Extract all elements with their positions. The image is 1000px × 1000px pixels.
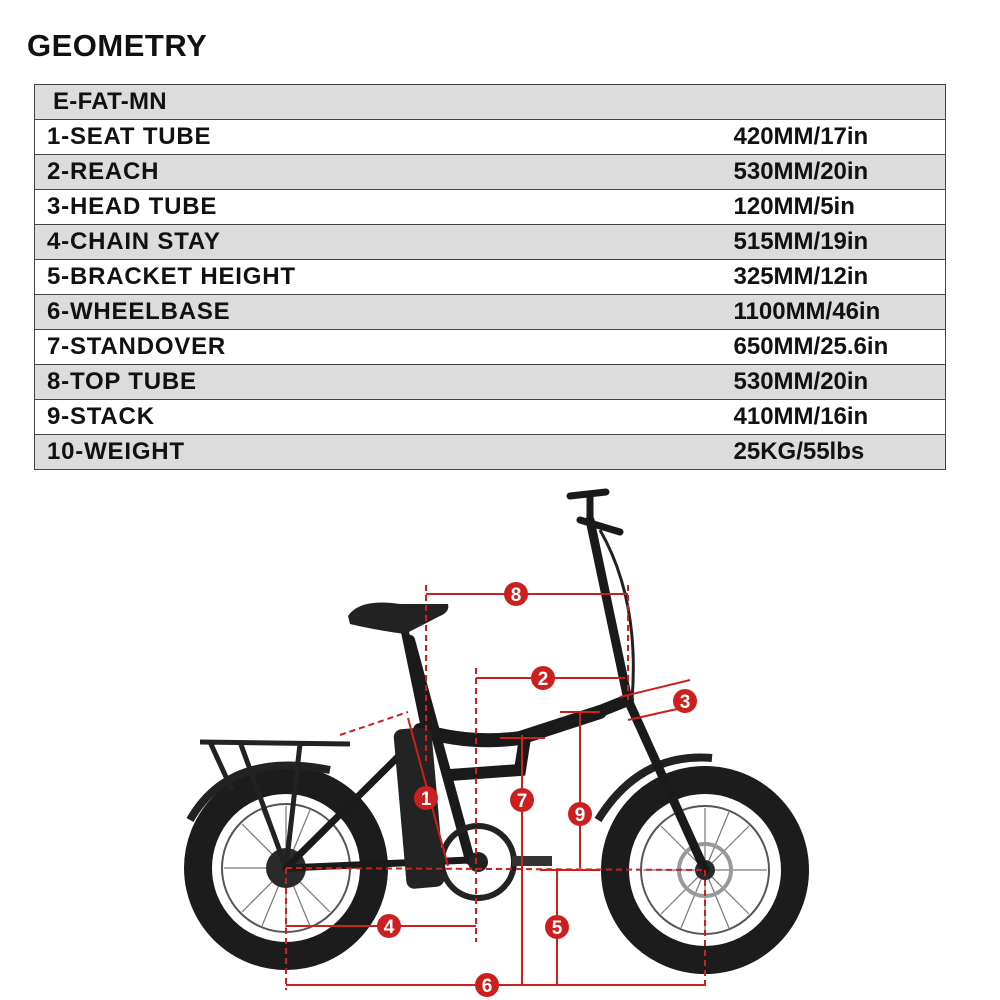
spec-value: 530MM/20in (734, 155, 946, 190)
spec-value: 515MM/19in (734, 225, 946, 260)
model-name: E-FAT-MN (35, 85, 946, 120)
spec-label: 9-STACK (35, 400, 734, 435)
spec-value: 410MM/16in (734, 400, 946, 435)
spec-label: 6-WHEELBASE (35, 295, 734, 330)
table-header-row (35, 85, 946, 120)
spec-value: 1100MM/46in (734, 295, 946, 330)
svg-text:5: 5 (551, 918, 563, 939)
spec-label: 10-WEIGHT (35, 435, 734, 470)
spec-label: 3-HEAD TUBE (35, 190, 734, 225)
marker-7 (510, 788, 534, 812)
marker-9 (568, 802, 592, 826)
spec-label: 1-SEAT TUBE (35, 120, 734, 155)
geometry-table (34, 84, 946, 470)
saddle (348, 603, 448, 635)
bike-illustration (190, 492, 795, 960)
bike-geometry-diagram (0, 482, 1000, 1000)
spec-value: 25KG/55lbs (734, 435, 946, 470)
page-title: GEOMETRY (27, 28, 208, 63)
marker-6 (475, 973, 499, 997)
spec-label: 5-BRACKET HEIGHT (35, 260, 734, 295)
spec-label: 4-CHAIN STAY (35, 225, 734, 260)
marker-3 (673, 689, 697, 713)
table-row (35, 120, 946, 155)
marker-4 (377, 914, 401, 938)
table-row (35, 155, 946, 190)
svg-text:8: 8 (510, 585, 522, 606)
spec-value: 120MM/5in (734, 190, 946, 225)
spec-label: 8-TOP TUBE (35, 365, 734, 400)
svg-text:3: 3 (679, 692, 691, 713)
spec-label: 2-REACH (35, 155, 734, 190)
table-row (35, 435, 946, 470)
spec-value: 325MM/12in (734, 260, 946, 295)
table-row (35, 225, 946, 260)
spec-value: 420MM/17in (734, 120, 946, 155)
spec-value: 650MM/25.6in (734, 330, 946, 365)
svg-text:9: 9 (574, 805, 586, 826)
table-row (35, 330, 946, 365)
marker-8 (504, 582, 528, 606)
marker-5 (545, 915, 569, 939)
table-row (35, 190, 946, 225)
marker-1 (414, 786, 438, 810)
svg-text:2: 2 (537, 669, 549, 690)
svg-text:1: 1 (420, 789, 432, 810)
table-row (35, 260, 946, 295)
table-row (35, 365, 946, 400)
table-row (35, 295, 946, 330)
spec-label: 7-STANDOVER (35, 330, 734, 365)
table-row (35, 400, 946, 435)
svg-text:7: 7 (516, 791, 528, 812)
svg-text:6: 6 (481, 976, 493, 997)
spec-value: 530MM/20in (734, 365, 946, 400)
marker-2 (531, 666, 555, 690)
svg-text:4: 4 (383, 917, 395, 938)
